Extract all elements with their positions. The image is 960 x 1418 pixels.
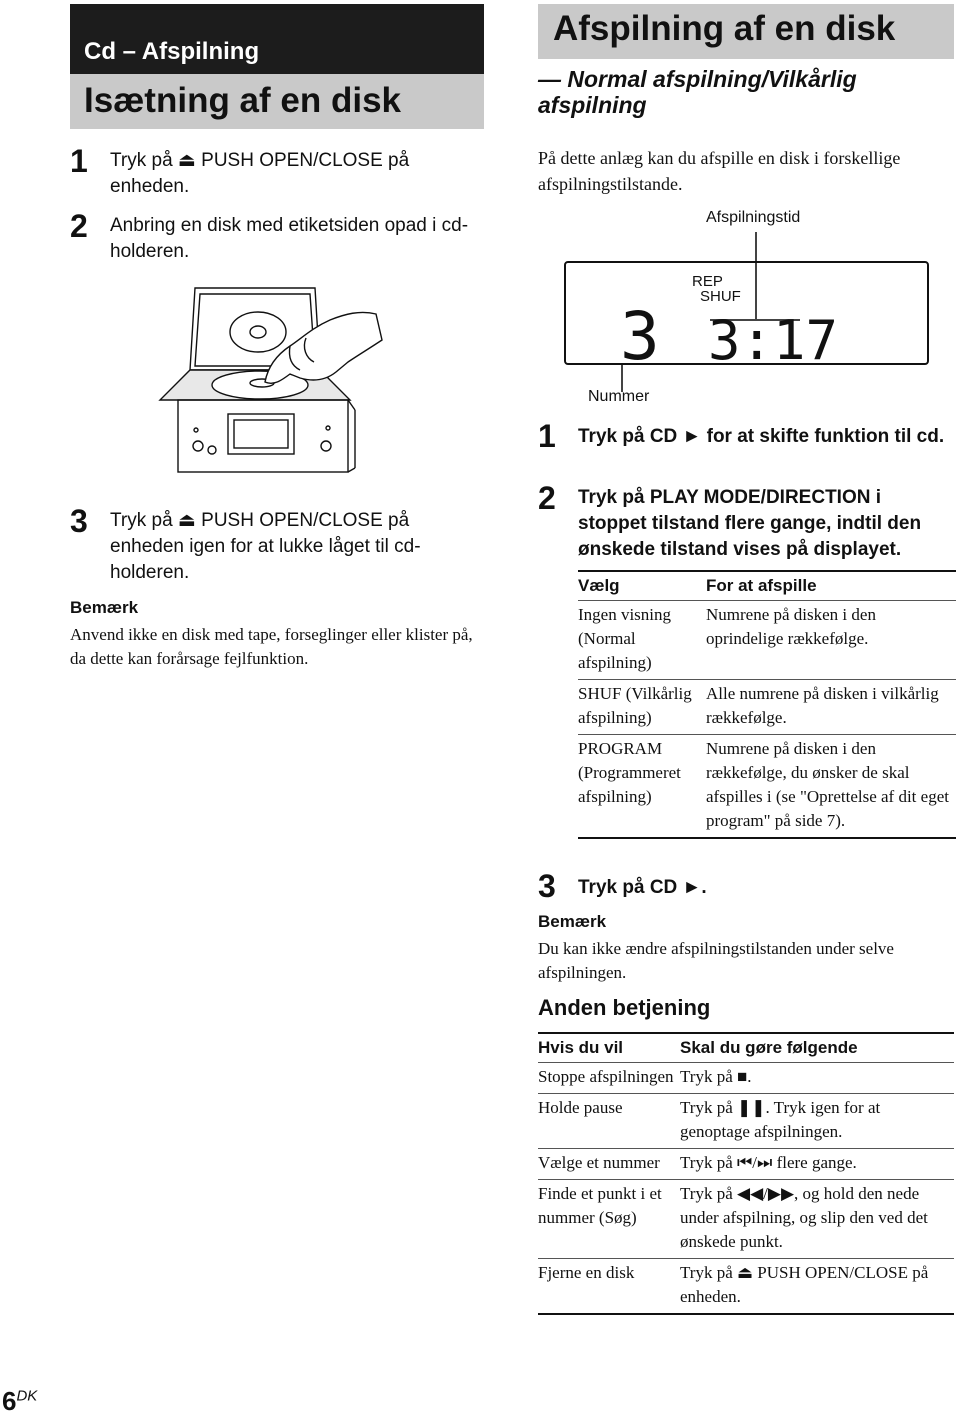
left-title-bar — [70, 74, 484, 129]
section-header — [70, 4, 484, 74]
label-track: Nummer — [588, 388, 650, 405]
table-cell: PROGRAM (Programmeret afspilning) — [578, 739, 681, 806]
table-cell: Finde et punkt i et nummer (Søg) — [538, 1184, 662, 1227]
table-cell: Fjerne en disk — [538, 1263, 635, 1282]
right-step-2-number: 2 — [538, 480, 556, 516]
display-shuf: SHUF — [700, 288, 741, 305]
other-operations-heading: Anden betjening — [538, 995, 711, 1020]
left-page-title: Isætning af en disk — [84, 81, 401, 120]
table-cell: Ingen visning (Normal afspilning) — [578, 605, 672, 672]
table-cell: Vælge et nummer — [538, 1153, 660, 1172]
table-cell: Holde pause — [538, 1098, 623, 1117]
left-step-1-number: 1 — [70, 143, 88, 179]
display-diagram — [560, 232, 940, 402]
left-step-2-text: Anbring en disk med etiketsiden opad i cd-holderen. — [110, 215, 469, 262]
left-step-3-number: 3 — [70, 503, 88, 539]
table-cell: Numrene på disken i den oprindelige rækkefølge. — [706, 605, 876, 648]
table-row — [538, 1180, 954, 1259]
other-table-header-do: Skal du gøre følgende — [680, 1038, 858, 1057]
table-cell: SHUF (Vilkårlig afspilning) — [578, 684, 692, 727]
table-cell: Tryk på ■. — [680, 1067, 752, 1086]
display-rep: REP — [692, 273, 723, 290]
right-subtitle: — Normal afspilning/Vilkårlig afspilning — [538, 66, 857, 118]
left-step-3-text: Tryk på ⏏ PUSH OPEN/CLOSE på enheden igen for at lukke låget til cd-holderen. — [110, 510, 421, 583]
table-row — [538, 1149, 954, 1180]
page-number-value: 6 — [2, 1386, 17, 1416]
table-cell: Tryk på ◀◀/▶▶, og hold den nede under afspilning, og slip den ved det ønskede punkt. — [680, 1184, 928, 1251]
label-playing-time: Afspilningstid — [706, 209, 801, 226]
table-row — [578, 601, 956, 680]
table-cell: Tryk på ⏮/⏭ flere gange. — [680, 1153, 857, 1172]
left-note-text: Anvend ikke en disk med tape, forseglinger eller klister på, da dette kan forårsage fejlfunktion. — [70, 625, 473, 668]
table-cell: Numrene på disken i den rækkefølge, du ønsker de skal afspilles i (se "Oprettelse af dit eget program" på side 7). — [706, 739, 949, 830]
table-row — [538, 1094, 954, 1149]
table-row — [578, 735, 956, 839]
right-step-3-text: Tryk på CD ►. — [578, 877, 707, 898]
right-step-2-text: Tryk på PLAY MODE/DIRECTION i stoppet tilstand flere gange, indtil den ønskede tilstand vises på displayet. — [578, 487, 922, 560]
left-note-heading: Bemærk — [70, 598, 139, 617]
cd-player-illustration — [150, 270, 390, 490]
right-page-title: Afspilning af en disk — [553, 9, 896, 48]
left-step-2-number: 2 — [70, 208, 88, 244]
table-cell: Tryk på ⏏ PUSH OPEN/CLOSE på enheden. — [680, 1263, 929, 1306]
table-cell: Stoppe afspilningen — [538, 1067, 674, 1086]
section-label: Cd – Afspilning — [84, 38, 260, 65]
right-step-1-number: 1 — [538, 418, 556, 454]
table-cell: Tryk på ❚❚. Tryk igen for at genoptage afspilningen. — [680, 1098, 881, 1141]
other-operations-table — [538, 1032, 954, 1315]
right-note-text: Du kan ikke ændre afspilningstilstanden under selve afspilningen. — [538, 939, 894, 982]
right-note-heading: Bemærk — [538, 912, 607, 931]
other-table-header-want: Hvis du vil — [538, 1038, 624, 1057]
mode-table-header-select: Vælg — [578, 576, 620, 595]
mode-table-header-play: For at afspille — [706, 576, 817, 595]
left-step-1-text: Tryk på ⏏ PUSH OPEN/CLOSE på enheden. — [110, 150, 410, 197]
table-row — [538, 1063, 954, 1094]
table-row — [578, 680, 956, 735]
display-track-number: 3 — [620, 298, 660, 375]
table-cell: Alle numrene på disken i vilkårlig rækkefølge. — [706, 684, 939, 727]
mode-table — [578, 570, 956, 839]
page-lang: DK — [16, 1387, 38, 1405]
right-step-3-number: 3 — [538, 868, 556, 904]
right-step-1-text: Tryk på CD ► for at skifte funktion til cd. — [578, 426, 945, 447]
right-title-bar — [538, 4, 954, 59]
page-number — [2, 1386, 37, 1417]
table-row — [538, 1259, 954, 1315]
display-time: 3:17 — [708, 309, 839, 372]
right-intro-text: På dette anlæg kan du afspille en disk i forskellige afspilningstilstande. — [538, 148, 901, 194]
